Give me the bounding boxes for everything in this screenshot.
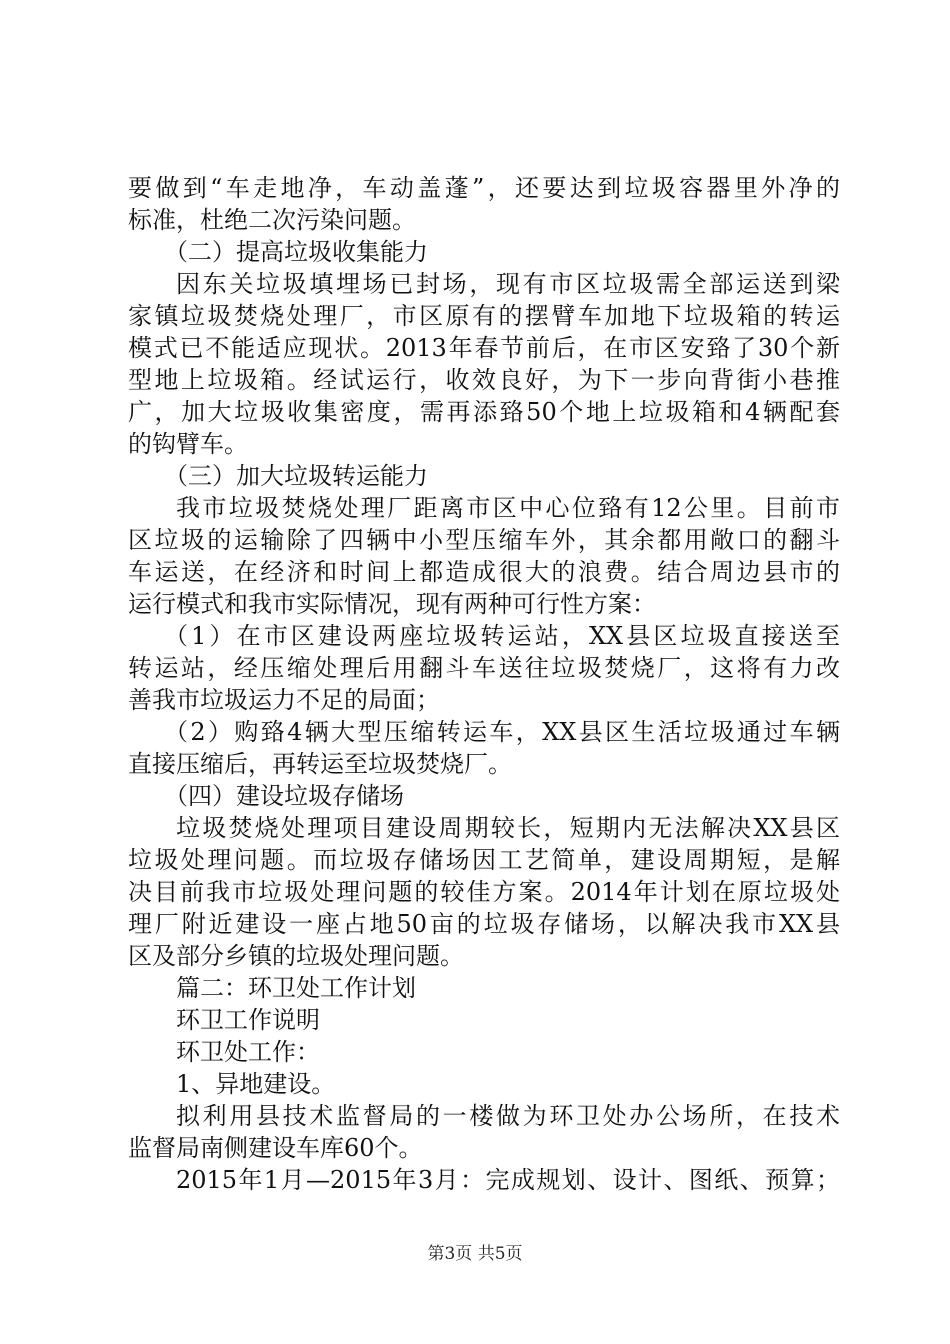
text-line: 运行模式和我市实际情况，现有两种可行性方案： [128, 590, 656, 618]
text-line: 决目前我市垃圾处理问题的较佳方案。2014年计划在原垃圾处 [128, 878, 840, 906]
text-line: 环卫处工作： [176, 1038, 320, 1066]
text-line: 的钩臂车。 [128, 430, 248, 458]
list-item: 1、异地建设。 [176, 1070, 336, 1098]
text-line: 要做到“车走地净，车动盖蓬”，还要达到垃圾容器里外净的 [128, 174, 840, 202]
text-line: （1）在市区建设两座垃圾转运站，XX县区垃圾直接送至 [164, 622, 840, 650]
text-line: 家镇垃圾焚烧处理厂，市区原有的摆臂车加地下垃圾箱的转运 [128, 302, 840, 330]
text-line: 2015年1月—2015年3月：完成规划、设计、图纸、预算； [176, 1166, 840, 1194]
chapter-heading: 篇二：环卫处工作计划 [176, 974, 416, 1002]
text-line: 我市垃圾焚烧处理厂距离市区中心位臵有12公里。目前市 [176, 494, 840, 522]
text-line: （2）购臵4辆大型压缩转运车，XX县区生活垃圾通过车辆 [164, 718, 840, 746]
document-body [128, 172, 840, 1196]
text-line: 理厂附近建设一座占地50亩的垃圾存储场，以解决我市XX县 [128, 910, 840, 938]
section-heading: （三）加大垃圾转运能力 [164, 462, 428, 490]
text-line: 模式已不能适应现状。2013年春节前后，在市区安臵了30个新 [128, 334, 840, 362]
section-heading: （二）提高垃圾收集能力 [164, 238, 428, 266]
text-line: 区垃圾的运输除了四辆中小型压缩车外，其余都用敞口的翻斗 [128, 526, 840, 554]
text-line: 标准，杜绝二次污染问题。 [128, 206, 416, 234]
text-line: 区及部分乡镇的垃圾处理问题。 [128, 942, 464, 970]
text-line: 直接压缩后，再转运至垃圾焚烧厂。 [128, 750, 512, 778]
text-line: 车运送，在经济和时间上都造成很大的浪费。结合周边县市的 [128, 558, 840, 586]
text-line: 垃圾焚烧处理项目建设周期较长，短期内无法解决XX县区 [176, 814, 840, 842]
text-line: 广，加大垃圾收集密度，需再添臵50个地上垃圾箱和4辆配套 [128, 398, 840, 426]
text-line: 型地上垃圾箱。经试运行，收效良好，为下一步向背街小巷推 [128, 366, 840, 394]
text-line: 因东关垃圾填埋场已封场，现有市区垃圾需全部运送到梁 [176, 270, 840, 298]
section-heading: （四）建设垃圾存储场 [164, 782, 404, 810]
text-line: 垃圾处理问题。而垃圾存储场因工艺简单，建设周期短，是解 [128, 846, 840, 874]
text-line: 拟利用县技术监督局的一楼做为环卫处办公场所，在技术 [176, 1102, 840, 1130]
text-line: 善我市垃圾运力不足的局面； [128, 686, 440, 714]
page-number: 第3页 共5页 [427, 1244, 523, 1264]
text-line: 监督局南侧建设车库60个。 [128, 1134, 423, 1162]
text-line: 环卫工作说明 [176, 1006, 320, 1034]
text-line: 转运站，经压缩处理后用翻斗车送往垃圾焚烧厂，这将有力改 [128, 654, 840, 682]
